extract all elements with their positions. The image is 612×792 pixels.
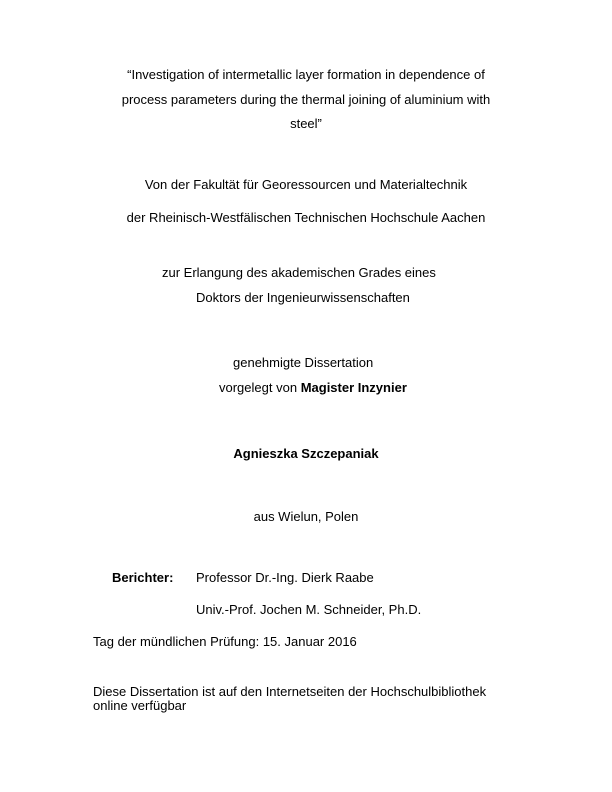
presented-by-label: vorgelegt von: [219, 380, 298, 395]
dissertation-approved: genehmigte Dissertation: [233, 355, 374, 370]
degree-line-2: Doktors der Ingenieurwissenschaften: [196, 290, 410, 305]
author-name: Agnieszka Szczepaniak: [233, 446, 379, 461]
title-line-2: process parameters during the thermal joining of aluminium with: [121, 92, 491, 107]
faculty-line-2: der Rheinisch-Westfälischen Technischen Hochschule Aachen: [126, 210, 486, 225]
author-origin: aus Wielun, Polen: [253, 509, 359, 524]
title-line-1: “Investigation of intermetallic layer formation in dependence of: [127, 67, 485, 82]
title-line-3: steel”: [290, 116, 322, 131]
availability-line-1: Diese Dissertation ist auf den Internetseiten der Hochschulbibliothek: [93, 684, 487, 699]
degree-line-1: zur Erlangung des akademischen Grades eines: [162, 265, 436, 280]
reviewer-1: Professor Dr.-Ing. Dierk Raabe: [196, 570, 374, 585]
reviewer-2: Univ.-Prof. Jochen M. Schneider, Ph.D.: [196, 602, 422, 617]
exam-date: Tag der mündlichen Prüfung: 15. Januar 2016: [93, 634, 357, 649]
reviewers-label: Berichter:: [112, 570, 174, 585]
dissertation-presented-by-line: [219, 380, 407, 396]
faculty-line-1: Von der Fakultät für Georessourcen und Materialtechnik: [144, 177, 468, 192]
availability-line-2: online verfügbar: [93, 698, 187, 713]
academic-degree: Magister Inzynier: [300, 380, 407, 395]
